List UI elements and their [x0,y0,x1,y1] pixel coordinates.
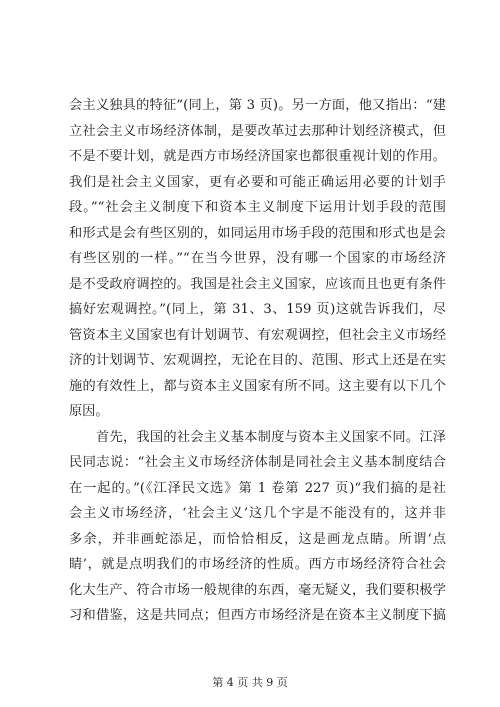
text-line: 首先，我国的社会主义基本制度与资本主义国家不同。江泽 [96,429,446,445]
text-line: 会主义独具的特征”(同上，第 3 页)。另一方面，他又指出：“建 [69,98,446,113]
text-line: 济的计划调节、宏观调控，无论在目的、范围、形式上还是在实 [69,353,446,368]
text-line: 段。”“社会主义制度下和资本主义制度下运用计划手段的范围 [69,200,446,215]
text-line: 立社会主义市场经济体制，是要改革过去那种计划经济模式，但 [69,123,446,139]
text-line: 不是不要计划，就是西方市场经济国家也都很重视计划的作用。 [69,149,446,164]
page-number-footer: 第 4 页 共 9 页 [212,676,288,689]
text-line: 有些区别的一样。”“在当今世界，没有哪一个国家的市场经济 [69,251,446,266]
text-line: 我们是社会主义国家，更有必要和可能正确运用必要的计划手 [69,174,446,190]
text-line: 多余，并非画蛇添足，而恰恰相反，这是画龙点睛。所谓‘点 [69,531,446,547]
text-line: 施的有效性上，都与资本主义国家有所不同。这主要有以下几个 [69,378,446,394]
text-line: 睛’，就是点明我们的市场经济的性质。西方市场经济符合社会 [69,557,446,572]
document-body [69,93,446,629]
paragraph-2 [69,425,446,629]
text-line: 管资本主义国家也有计划调节、有宏观调控，但社会主义市场经 [69,327,446,343]
paragraph-1 [69,93,446,425]
text-line: 民同志说：“社会主义市场经济体制是同社会主义基本制度结合 [69,455,446,470]
text-line: 和形式是会有些区别的，如同运用市场手段的范围和形式也是会 [69,225,446,241]
text-line: 在一起的。”(《江泽民文选》第 1 卷第 227 页)“我们搞的是社 [69,480,446,496]
text-line: 是不受政府调控的。我国是社会主义国家，应该而且也更有条件 [69,276,446,292]
text-line: 会主义市场经济，‘社会主义’这几个字是不能没有的，这并非 [69,506,446,521]
text-line: 习和借鉴，这是共同点；但西方市场经济是在资本主义制度下搞 [69,608,446,623]
text-line: 原因。 [69,404,109,419]
text-line: 化大生产、符合市场一般规律的东西，毫无疑义，我们要积极学 [69,582,446,598]
text-line: 搞好宏观调控。”(同上，第 31、3、159 页)这就告诉我们，尽 [69,302,446,317]
